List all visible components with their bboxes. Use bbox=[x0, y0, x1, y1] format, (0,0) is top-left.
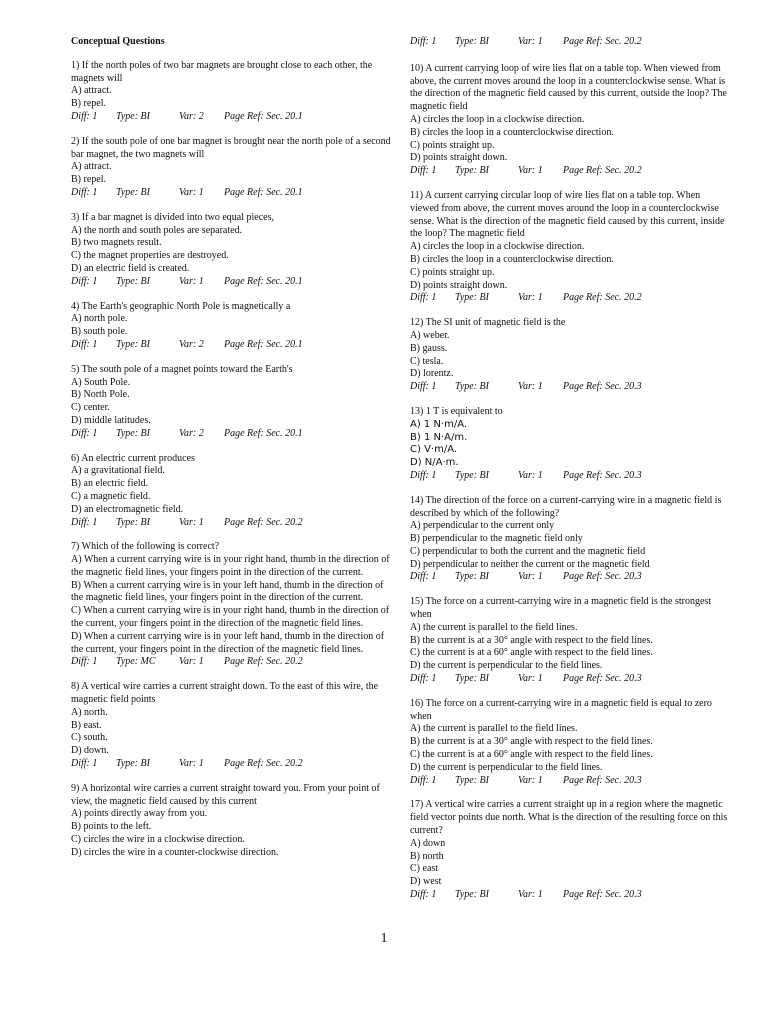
answer-option: A) down bbox=[410, 837, 446, 849]
question-block bbox=[410, 63, 730, 178]
answer-option: D) west bbox=[410, 876, 442, 888]
meta-diff: Diff: 1 bbox=[410, 292, 437, 304]
meta-var: Var: 2 bbox=[179, 427, 204, 439]
question-text: 11) A current carrying circular loop of wire lies flat on a table top. When viewed from above, the current moves around the loop in a counterclockwise sense. What is the direction of the magnetic field caused by this current, inside the loop? The magnetic field bbox=[410, 189, 725, 240]
meta-type: Type: BI bbox=[455, 165, 489, 177]
right-question-list bbox=[410, 63, 730, 902]
meta-ref: Page Ref: Sec. 20.2 bbox=[563, 36, 642, 47]
answer-option: C) the magnet properties are destroyed. bbox=[71, 250, 229, 262]
meta-ref: Page Ref: Sec. 20.2 bbox=[224, 516, 303, 528]
answer-option: D) points straight down. bbox=[410, 279, 508, 291]
question-block bbox=[410, 317, 730, 394]
meta-diff: Diff: 1 bbox=[71, 516, 98, 528]
answer-option: B) repel. bbox=[71, 174, 106, 186]
answer-option: B) the current is at a 30° angle with respect to the field lines. bbox=[410, 736, 653, 748]
question-meta bbox=[71, 656, 391, 669]
right-column bbox=[410, 36, 730, 914]
meta-diff: Diff: 1 bbox=[71, 110, 98, 122]
question-meta bbox=[410, 889, 730, 902]
meta-ref: Page Ref: Sec. 20.2 bbox=[224, 758, 303, 770]
answer-option: B) east. bbox=[71, 719, 102, 731]
meta-ref: Page Ref: Sec. 20.3 bbox=[563, 774, 642, 786]
answer-option: D) an electric field is created. bbox=[71, 262, 190, 274]
answer-option: A) a gravitational field. bbox=[71, 465, 165, 477]
meta-ref: Page Ref: Sec. 20.1 bbox=[224, 186, 303, 198]
answer-option: B) the current is at a 30° angle with respect to the field lines. bbox=[410, 634, 653, 646]
answer-option: D) an electromagnetic field. bbox=[71, 503, 184, 515]
answer-option: A) 1 N·m/A. bbox=[410, 418, 468, 430]
meta-diff: Diff: 1 bbox=[71, 656, 98, 668]
meta-diff: Diff: 1 bbox=[410, 469, 437, 481]
answer-option: B) gauss. bbox=[410, 342, 448, 354]
question-text: 13) 1 T is equivalent to bbox=[410, 405, 503, 417]
answer-option: C) When a current carrying wire is in your right hand, thumb in the direction of the current, your fingers point in the direction of the magnetic field lines. bbox=[71, 605, 390, 630]
answer-option: B) north bbox=[410, 850, 444, 862]
answer-option: A) South Pole. bbox=[71, 376, 131, 388]
meta-type: Type: BI bbox=[455, 381, 489, 393]
meta-type: Type: BI bbox=[116, 110, 150, 122]
answer-option: C) circles the wire in a clockwise direction. bbox=[71, 834, 245, 846]
meta-ref: Page Ref: Sec. 20.3 bbox=[563, 673, 642, 685]
meta-var: Var: 1 bbox=[518, 36, 543, 47]
answer-option: B) an electric field. bbox=[71, 478, 149, 490]
meta-type: Type: BI bbox=[116, 758, 150, 770]
question-block bbox=[71, 541, 391, 669]
question-text: 1) If the north poles of two bar magnets are brought close to each other, the magnets will bbox=[71, 59, 373, 84]
meta-diff: Diff: 1 bbox=[410, 571, 437, 583]
meta-type: Type: MC bbox=[116, 656, 156, 668]
question-text: 8) A vertical wire carries a current straight down. To the east of this wire, the magnetic field points bbox=[71, 681, 379, 706]
answer-option: B) two magnets result. bbox=[71, 237, 162, 249]
meta-ref: Page Ref: Sec. 20.1 bbox=[224, 275, 303, 287]
question-text: 7) Which of the following is correct? bbox=[71, 541, 220, 553]
meta-type: Type: BI bbox=[455, 36, 489, 47]
question-block bbox=[71, 301, 391, 352]
meta-var: Var: 1 bbox=[179, 275, 204, 287]
meta-diff: Diff: 1 bbox=[71, 275, 98, 287]
answer-option: A) weber. bbox=[410, 329, 450, 341]
meta-diff: Diff: 1 bbox=[410, 774, 437, 786]
answer-option: C) center. bbox=[71, 402, 110, 414]
answer-option: C) points straight up. bbox=[410, 139, 495, 151]
meta-var: Var: 1 bbox=[179, 758, 204, 770]
answer-option: A) the current is parallel to the field lines. bbox=[410, 723, 578, 735]
answer-option: B) 1 N·A/m. bbox=[410, 431, 468, 443]
meta-ref: Page Ref: Sec. 20.1 bbox=[224, 110, 303, 122]
meta-var: Var: 1 bbox=[179, 656, 204, 668]
meta-type: Type: BI bbox=[455, 673, 489, 685]
meta-ref: Page Ref: Sec. 20.3 bbox=[563, 571, 642, 583]
meta-var: Var: 1 bbox=[518, 673, 543, 685]
meta-var: Var: 1 bbox=[518, 889, 543, 901]
answer-option: D) down. bbox=[71, 745, 109, 757]
meta-var: Var: 1 bbox=[518, 381, 543, 393]
meta-type: Type: BI bbox=[116, 275, 150, 287]
meta-type: Type: BI bbox=[455, 292, 489, 304]
answer-option: D) middle latitudes. bbox=[71, 414, 151, 426]
answer-option: A) attract. bbox=[71, 85, 112, 97]
answer-option: D) the current is perpendicular to the field lines. bbox=[410, 660, 603, 672]
answer-option: C) the current is at a 60° angle with respect to the field lines. bbox=[410, 647, 653, 659]
meta-ref: Page Ref: Sec. 20.2 bbox=[563, 165, 642, 177]
answer-option: C) V·m/A. bbox=[410, 444, 458, 456]
meta-ref: Page Ref: Sec. 20.3 bbox=[563, 889, 642, 901]
question-meta bbox=[410, 673, 730, 686]
left-column bbox=[71, 36, 391, 872]
answer-option: A) north. bbox=[71, 706, 108, 718]
question-block bbox=[71, 453, 391, 530]
answer-option: C) points straight up. bbox=[410, 266, 495, 278]
answer-option: B) When a current carrying wire is in your left hand, thumb in the direction of the magnetic field lines, your fingers point in the direction of the current. bbox=[71, 579, 384, 604]
question-block bbox=[71, 681, 391, 771]
question-block bbox=[410, 406, 730, 483]
answer-option: D) circles the wire in a counter-clockwise direction. bbox=[71, 846, 279, 858]
section-title: Conceptual Questions bbox=[71, 36, 165, 47]
meta-var: Var: 1 bbox=[518, 774, 543, 786]
answer-option: C) the current is at a 60° angle with respect to the field lines. bbox=[410, 749, 653, 761]
answer-option: A) points directly away from you. bbox=[71, 808, 208, 820]
meta-diff: Diff: 1 bbox=[410, 36, 437, 47]
meta-type: Type: BI bbox=[455, 571, 489, 583]
meta-type: Type: BI bbox=[116, 427, 150, 439]
meta-var: Var: 2 bbox=[179, 338, 204, 350]
meta-var: Var: 1 bbox=[518, 571, 543, 583]
answer-option: A) circles the loop in a clockwise direction. bbox=[410, 241, 585, 253]
answer-option: A) the north and south poles are separated. bbox=[71, 224, 243, 236]
answer-option: B) points to the left. bbox=[71, 821, 152, 833]
meta-diff: Diff: 1 bbox=[410, 673, 437, 685]
question-meta bbox=[410, 36, 730, 49]
question-text: 16) The force on a current-carrying wire in a magnetic field is equal to zero when bbox=[410, 697, 712, 722]
meta-ref: Page Ref: Sec. 20.3 bbox=[563, 381, 642, 393]
question-block bbox=[71, 364, 391, 441]
meta-diff: Diff: 1 bbox=[410, 381, 437, 393]
question-meta bbox=[71, 428, 391, 441]
meta-diff: Diff: 1 bbox=[71, 427, 98, 439]
question-text: 15) The force on a current-carrying wire in a magnetic field is the strongest when bbox=[410, 596, 712, 621]
question-meta bbox=[71, 276, 391, 289]
question-block bbox=[410, 799, 730, 901]
question-text: 17) A vertical wire carries a current straight up in a region where the magnetic field vector points due north. What is the direction of the resulting force on this current? bbox=[410, 799, 728, 837]
answer-option: C) south. bbox=[71, 732, 108, 744]
meta-type: Type: BI bbox=[455, 774, 489, 786]
answer-option: A) attract. bbox=[71, 161, 112, 173]
answer-option: C) a magnetic field. bbox=[71, 490, 151, 502]
question-meta bbox=[71, 517, 391, 530]
meta-ref: Page Ref: Sec. 20.3 bbox=[563, 469, 642, 481]
question-meta bbox=[410, 381, 730, 394]
meta-var: Var: 1 bbox=[179, 186, 204, 198]
meta-type: Type: BI bbox=[455, 469, 489, 481]
question-meta bbox=[410, 470, 730, 483]
answer-option: D) points straight down. bbox=[410, 152, 508, 164]
answer-option: B) North Pole. bbox=[71, 389, 130, 401]
meta-var: Var: 1 bbox=[518, 292, 543, 304]
question-block bbox=[71, 60, 391, 124]
page-number: 1 bbox=[380, 931, 388, 946]
question-block bbox=[410, 698, 730, 788]
question-text: 12) The SI unit of magnetic field is the bbox=[410, 317, 566, 329]
meta-type: Type: BI bbox=[116, 338, 150, 350]
question-meta bbox=[71, 111, 391, 124]
answer-option: A) perpendicular to the current only bbox=[410, 520, 555, 532]
meta-ref: Page Ref: Sec. 20.2 bbox=[224, 656, 303, 668]
meta-ref: Page Ref: Sec. 20.1 bbox=[224, 427, 303, 439]
question-block bbox=[71, 212, 391, 289]
question-meta bbox=[71, 758, 391, 771]
question-meta bbox=[410, 775, 730, 788]
answer-option: B) repel. bbox=[71, 98, 106, 110]
answer-option: B) circles the loop in a counterclockwise direction. bbox=[410, 253, 614, 265]
answer-option: A) the current is parallel to the field lines. bbox=[410, 621, 578, 633]
meta-type: Type: BI bbox=[116, 186, 150, 198]
answer-option: A) When a current carrying wire is in your right hand, thumb in the direction of the magnetic field lines, your fingers point in the direction of the current. bbox=[71, 554, 390, 578]
question-block bbox=[71, 136, 391, 200]
answer-option: B) circles the loop in a counterclockwise direction. bbox=[410, 126, 614, 138]
meta-ref: Page Ref: Sec. 20.2 bbox=[563, 292, 642, 304]
answer-option: D) When a current carrying wire is in your left hand, thumb in the direction of the current, your fingers point in the direction of the magnetic field lines. bbox=[71, 630, 385, 655]
question-text: 9) A horizontal wire carries a current straight toward you. From your point of view, the magnetic field caused by this current bbox=[71, 782, 380, 807]
answer-option: C) tesla. bbox=[410, 355, 444, 367]
answer-option: C) east bbox=[410, 863, 439, 875]
answer-option: C) perpendicular to both the current and the magnetic field bbox=[410, 545, 646, 557]
left-question-list bbox=[71, 60, 391, 860]
question-meta bbox=[410, 292, 730, 305]
question-text: 3) If a bar magnet is divided into two equal pieces, bbox=[71, 211, 274, 223]
answer-option: A) north pole. bbox=[71, 313, 128, 325]
answer-option: D) N/A·m. bbox=[410, 457, 459, 469]
question-meta bbox=[410, 571, 730, 584]
meta-var: Var: 1 bbox=[518, 165, 543, 177]
answer-option: B) perpendicular to the magnetic field only bbox=[410, 533, 583, 545]
meta-type: Type: BI bbox=[455, 889, 489, 901]
question-block bbox=[410, 190, 730, 305]
meta-diff: Diff: 1 bbox=[71, 186, 98, 198]
question-meta bbox=[71, 339, 391, 352]
meta-diff: Diff: 1 bbox=[71, 338, 98, 350]
meta-diff: Diff: 1 bbox=[410, 165, 437, 177]
question-meta bbox=[410, 165, 730, 178]
question-text: 6) An electric current produces bbox=[71, 452, 195, 464]
question-text: 2) If the south pole of one bar magnet is brought near the north pole of a second bar magnet, the two magnets will bbox=[71, 135, 391, 160]
meta-var: Var: 1 bbox=[179, 516, 204, 528]
question-text: 4) The Earth's geographic North Pole is magnetically a bbox=[71, 300, 291, 312]
meta-diff: Diff: 1 bbox=[410, 889, 437, 901]
meta-var: Var: 1 bbox=[518, 469, 543, 481]
answer-option: D) perpendicular to neither the current or the magnetic field bbox=[410, 558, 650, 570]
question-block bbox=[410, 596, 730, 686]
question-block bbox=[71, 783, 391, 860]
meta-diff: Diff: 1 bbox=[71, 758, 98, 770]
question-block bbox=[410, 495, 730, 585]
meta-ref: Page Ref: Sec. 20.1 bbox=[224, 338, 303, 350]
meta-var: Var: 2 bbox=[179, 110, 204, 122]
question-text: 5) The south pole of a magnet points toward the Earth's bbox=[71, 363, 293, 375]
answer-option: D) lorentz. bbox=[410, 368, 454, 380]
answer-option: A) circles the loop in a clockwise direction. bbox=[410, 113, 585, 125]
answer-option: D) the current is perpendicular to the field lines. bbox=[410, 761, 603, 773]
answer-option: B) south pole. bbox=[71, 326, 128, 338]
question-text: 10) A current carrying loop of wire lies flat on a table top. When viewed from above, the current moves around the loop in a counterclockwise sense. What is the direction of the magnetic field caused by this current, outside the loop? The magnetic field bbox=[410, 62, 727, 113]
question-meta bbox=[71, 187, 391, 200]
meta-type: Type: BI bbox=[116, 516, 150, 528]
question-text: 14) The direction of the force on a current-carrying wire in a magnetic field is described by which of the following? bbox=[410, 494, 722, 519]
